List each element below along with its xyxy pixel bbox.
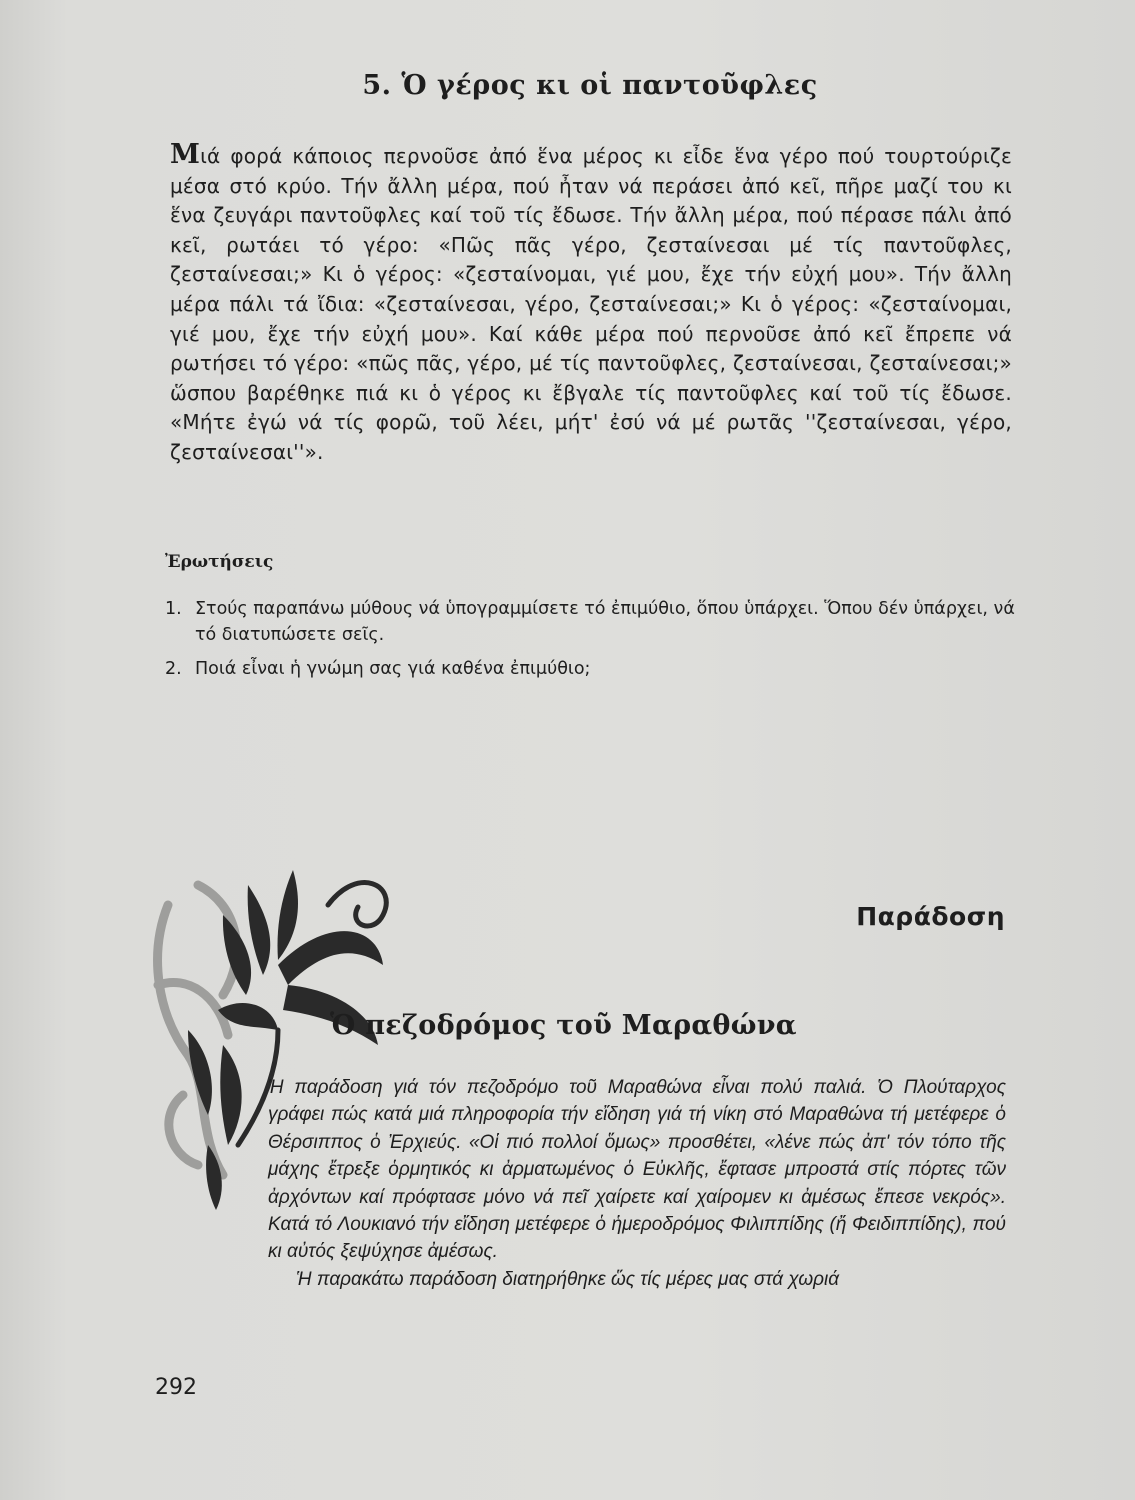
page-number: 292 <box>155 1375 197 1400</box>
question-number: 1. <box>165 599 182 619</box>
article-body <box>268 1074 1006 1293</box>
article-title: Ὁ πεζοδρόμος τοῦ Μαραθώνα <box>330 1010 797 1041</box>
article-paragraph: Ἡ παράδοση γιά τόν πεζοδρόμο τοῦ Μαραθώνα εἶναι πολύ παλιά. Ὁ Πλούταρχος γράφει πώς κατά μιά πληροφορία τήν εἴδηση γιά τή νίκη στό Μαραθώνα τή μετέφερε ὁ Θέρσιππος ὁ Ἐρχιεύς. «Οἱ πιό πολλοί ὅμως» προσθέτει, «λένε πώς ἀπ' τόν τόπο τῆς μάχης ἔτρεξε ὁρμητικός κι ἀρματωμένος ὁ Εὐκλῆς, ἔφτασε μπροστά στίς πόρτες τῶν ἀρχόντων καί πρόφτασε μόνο νά πεῖ χαίρετε καί χαίρομεν κι ἀμέσως ἔπεσε νεκρός». Κατά τό Λουκιανό τήν εἴδηση μετέφερε ὁ ἡμεροδρόμος Φιλιππίδης (ἤ Φειδιππίδης), πού κι αὐτός ξεψύχησε ἀμέσως. <box>268 1077 1006 1263</box>
question-text: Στούς παραπάνω μύθους νά ὑπογραμμίσετε τό ἐπιμύθιο, ὅπου ὑπάρχει. Ὅπου δέν ὑπάρχει, νά τό διατυπώσετε σεῖς. <box>195 599 1015 645</box>
question-text: Ποιά εἶναι ἡ γνώμη σας γιά καθένα ἐπιμύθιο; <box>195 659 591 679</box>
drop-cap: Μ <box>170 139 201 170</box>
story-text: ιά φορά κάποιος περνοῦσε ἀπό ἕνα μέρος κι εἶδε ἕνα γέρο πού τουρτούριζε μέσα στό κρύο. Τήν ἄλλη μέρα, πού ἦταν νά περάσει ἀπό κεῖ, πῆρε μαζί του κι ἕνα ζευγάρι παντοῦφλες καί τοῦ τίς ἔδωσε. Τήν ἄλλη μέρα, πού πέρασε πάλι ἀπό κεῖ, ρωτάει τό γέρο: «Πῶς πᾶς γέρο, ζεσταίνεσαι μέ τίς παντοῦφλες, ζεσταίνεσαι;» Κι ὁ γέρος: «ζεσταίνομαι, γιέ μου, ἔχε τήν εὐχή μου». Τήν ἄλλη μέρα πάλι τά ἴδια: «ζεσταίνεσαι, γέρο, ζεσταίνεσαι;» Κι ὁ γέρος: «ζεσταίνομαι, γιέ μου, ἔχε τήν εὐχή μου». Καί κάθε μέρα πού περνοῦσε ἀπό κεῖ ἔπρεπε νά ρωτήσει τό γέρο: «πῶς πᾶς, γέρο, μέ τίς παντοῦφλες, ζεσταίνεσαι, ζεσταίνεσαι;» ὥσπου βαρέθηκε πιά κι ὁ γέρος κι ἔβγαλε τίς παντοῦφλες καί τοῦ τίς ἔδωσε. «Μήτε ἐγώ νά τίς φορῶ, τοῦ λέει, μήτ' ἐσύ νά μέ ρωτᾶς ''ζεσταίνεσαι, γέρο, ζεσταίνεσαι''». <box>170 144 1012 464</box>
article-paragraph: Ἡ παρακάτω παράδοση διατηρήθηκε ὥς τίς μέρες μας στά χωριά <box>296 1268 840 1290</box>
question-item <box>165 596 1015 648</box>
questions-heading: Ἐρωτήσεις <box>165 552 274 572</box>
story-title: 5. Ὁ γέρος κι οἱ παντοῦφλες <box>362 70 818 101</box>
story-body <box>170 140 1012 468</box>
question-number: 2. <box>165 659 182 679</box>
section-label: Παράδοση <box>856 902 1005 931</box>
questions-list <box>165 596 1015 690</box>
question-item <box>165 656 1015 682</box>
